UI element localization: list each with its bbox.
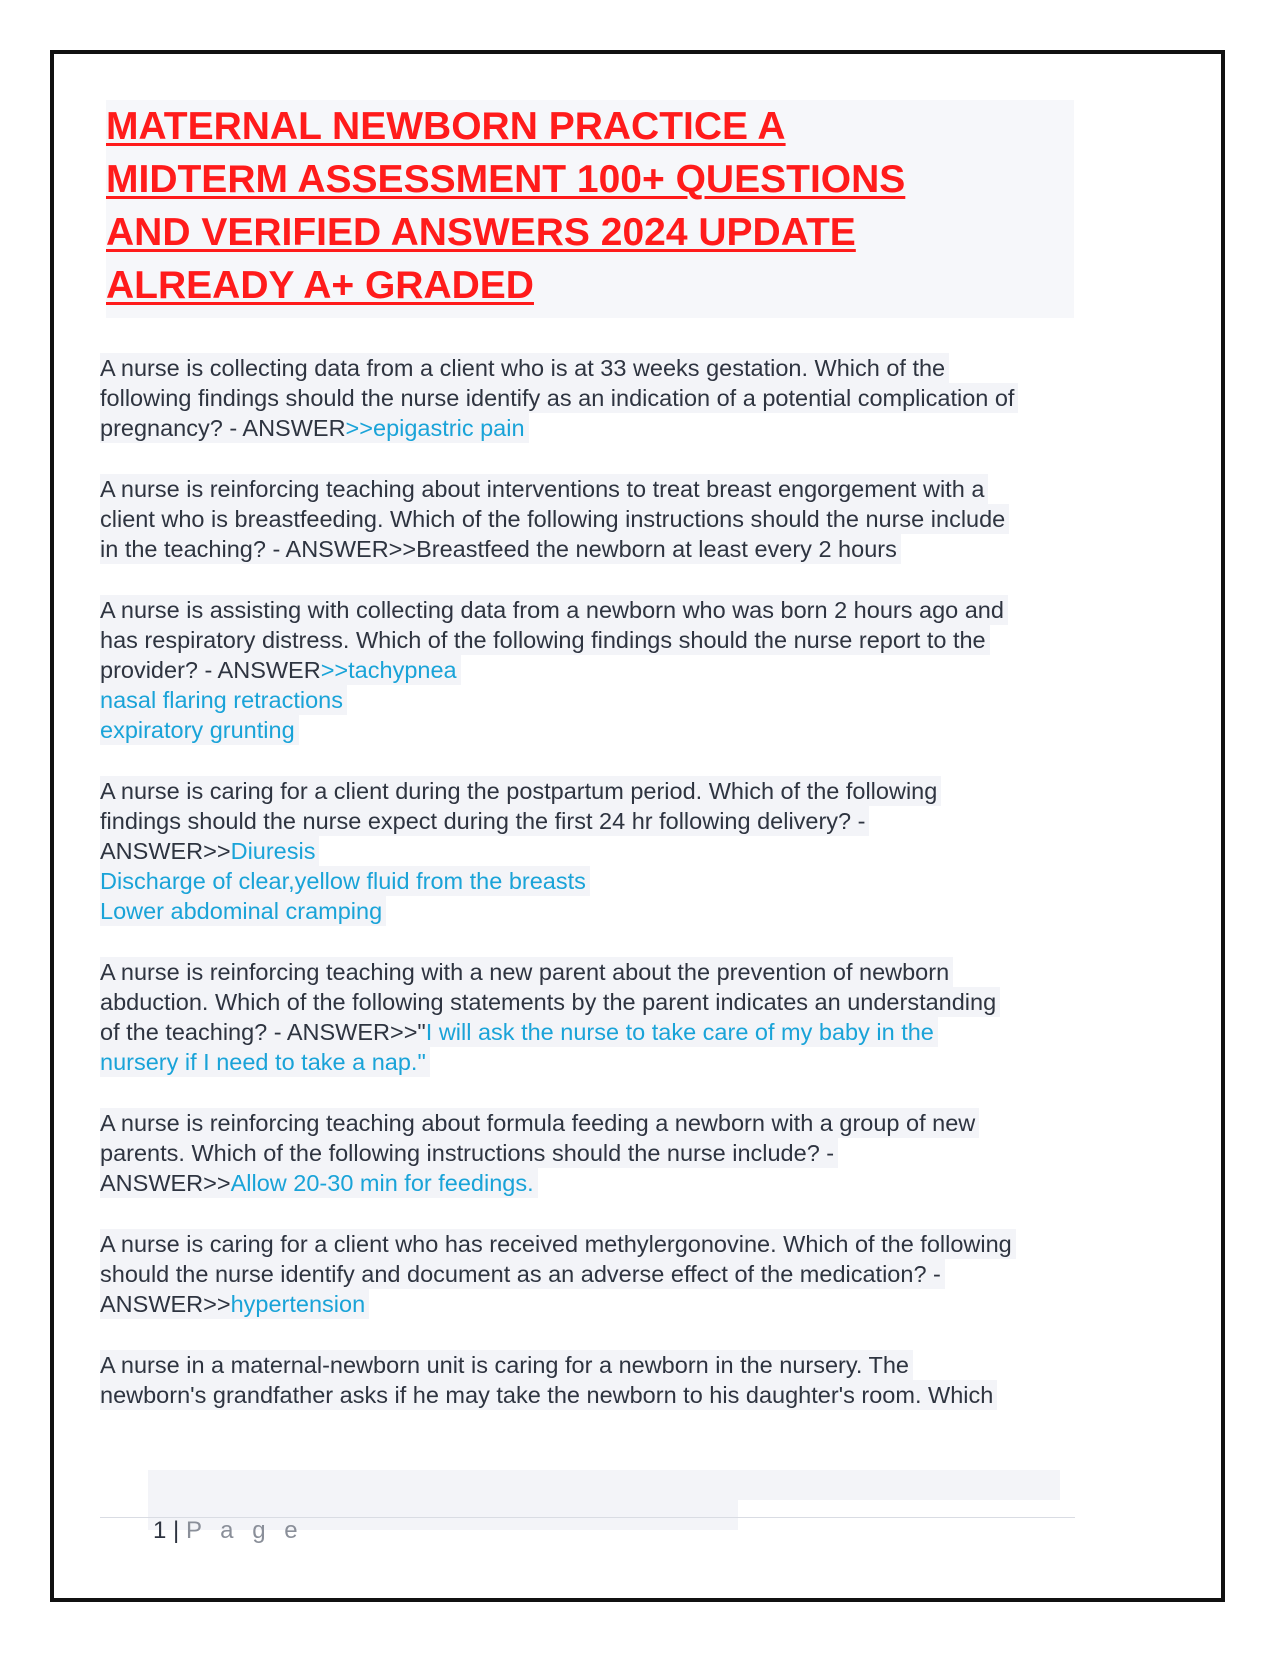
answer-text: I will ask the nurse to take care of my baby in the — [425, 1019, 934, 1045]
qa-line — [100, 1047, 430, 1077]
qa-line — [100, 685, 347, 715]
question-text: provider? - ANSWER — [100, 657, 321, 683]
qa-line — [100, 836, 319, 866]
question-text: following findings should the nurse identify as an indication of a potential complication of — [100, 385, 1015, 411]
question-text: of the teaching? - ANSWER>>" — [100, 1019, 426, 1045]
title-line: AND VERIFIED ANSWERS 2024 UPDATE — [106, 211, 856, 254]
title-line: MATERNAL NEWBORN PRACTICE A — [106, 105, 786, 148]
question-text: ANSWER>> — [100, 838, 231, 864]
question-text: A nurse is reinforcing teaching about formula feeding a newborn with a group of new — [100, 1110, 976, 1136]
title-block — [106, 100, 1074, 318]
qa-line — [100, 625, 990, 655]
question-text: abduction. Which of the following statements by the parent indicates an understanding — [100, 989, 997, 1015]
question-text: parents. Which of the following instructions should the nurse include? - — [100, 1140, 835, 1166]
qa-line — [100, 715, 299, 745]
answer-text: Discharge of clear,yellow fluid from the breasts — [100, 868, 586, 894]
document-title — [106, 100, 1006, 312]
answer-text: Lower abdominal cramping — [100, 898, 383, 924]
document-body — [100, 100, 1080, 1441]
qa-line — [100, 806, 869, 836]
question-text: newborn's grandfather asks if he may take the newborn to his daughter's room. Which — [100, 1382, 994, 1408]
question-text: A nurse is caring for a client during the postpartum period. Which of the following — [100, 778, 938, 804]
answer-text: >>epigastric pain — [345, 415, 525, 441]
qa-item — [100, 1108, 1080, 1198]
question-text: ANSWER>> — [100, 1291, 231, 1317]
qa-line — [100, 1350, 913, 1380]
qa-line — [100, 1259, 945, 1289]
question-text: findings should the nurse expect during the first 24 hr following delivery? - — [100, 808, 866, 834]
question-text: A nurse is caring for a client who has received methylergonovine. Which of the following — [100, 1231, 1012, 1257]
qa-line — [100, 776, 941, 806]
page-label: 1 | P a g e — [153, 1517, 304, 1544]
answer-text: expiratory grunting — [100, 717, 295, 743]
qa-item — [100, 1229, 1080, 1319]
qa-line — [100, 413, 529, 443]
answer-text: Diuresis — [230, 838, 316, 864]
title-line: ALREADY A+ GRADED — [106, 264, 534, 307]
qa-item — [100, 353, 1080, 443]
answer-text: nasal flaring retractions — [100, 687, 343, 713]
question-text: has respiratory distress. Which of the following findings should the nurse report to the — [100, 627, 986, 653]
page-number: 1 — [153, 1517, 167, 1544]
qa-line — [100, 534, 901, 564]
qa-line — [100, 504, 1009, 534]
question-text: in the teaching? - ANSWER>>Breastfeed the newborn at least every 2 hours — [100, 536, 897, 562]
qa-line — [100, 383, 1018, 413]
answer-text: >>tachypnea — [320, 657, 457, 683]
qa-item — [100, 957, 1080, 1077]
qa-line — [100, 353, 949, 383]
qa-list — [100, 353, 1080, 1410]
qa-line — [100, 1380, 997, 1410]
qa-line — [100, 896, 386, 926]
title-line: MIDTERM ASSESSMENT 100+ QUESTIONS — [106, 158, 906, 201]
question-text: A nurse is reinforcing teaching about interventions to treat breast engorgement with a — [100, 476, 985, 502]
page-word: P a g e — [185, 1517, 304, 1544]
question-text: pregnancy? - ANSWER — [100, 415, 346, 441]
qa-item — [100, 595, 1080, 745]
qa-item — [100, 1350, 1080, 1410]
qa-line — [100, 957, 953, 987]
qa-line — [100, 866, 590, 896]
answer-text: Allow 20-30 min for feedings. — [230, 1170, 534, 1196]
qa-line — [100, 1017, 938, 1047]
qa-line — [100, 1229, 1016, 1259]
qa-item — [100, 474, 1080, 564]
answer-text: nursery if I need to take a nap." — [100, 1049, 426, 1075]
question-text: should the nurse identify and document as an adverse effect of the medication? - — [100, 1261, 941, 1287]
answer-text: hypertension — [230, 1291, 366, 1317]
question-text: A nurse is reinforcing teaching with a new parent about the prevention of newborn — [100, 959, 950, 985]
question-text: A nurse is collecting data from a client who is at 33 weeks gestation. Which of the — [100, 355, 946, 381]
qa-line — [100, 1289, 369, 1319]
qa-line — [100, 1168, 538, 1198]
qa-line — [100, 655, 461, 685]
qa-line — [100, 1138, 838, 1168]
qa-line — [100, 595, 1008, 625]
question-text: A nurse is assisting with collecting data from a newborn who was born 2 hours ago and — [100, 597, 1004, 623]
qa-line — [100, 474, 988, 504]
question-text: client who is breastfeeding. Which of the following instructions should the nurse include — [100, 506, 1006, 532]
question-text: A nurse in a maternal-newborn unit is caring for a newborn in the nursery. The — [100, 1352, 910, 1378]
text-highlight-bar — [148, 1470, 1060, 1500]
qa-item — [100, 776, 1080, 926]
qa-line — [100, 987, 1000, 1017]
qa-line — [100, 1108, 979, 1138]
question-text: ANSWER>> — [100, 1170, 231, 1196]
